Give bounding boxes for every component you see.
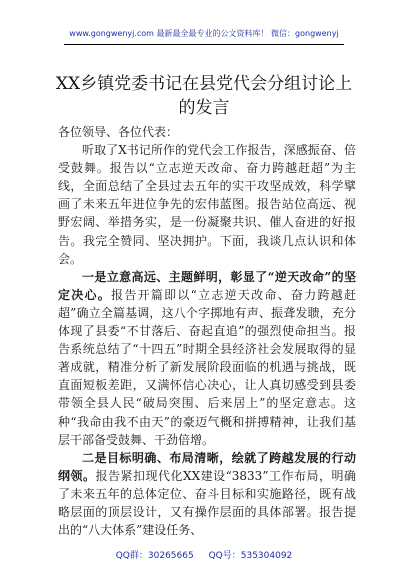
paragraph-3-heading: 二是目标明确、布局清晰，绘就了跨越发展的行动纲领。 bbox=[58, 450, 356, 483]
footer-qq: QQ号：535304092 bbox=[208, 551, 293, 561]
header-divider bbox=[64, 44, 344, 45]
paragraph-2-body: 报告开篇即以“立志逆天改命、奋力跨越赶超”确立全篇基调，这八个字掷地有声、振聋发聩，充分体现了县委“不甘落后、奋起直追”的强烈使命担当。报告系统总结了“十四五”时期全县经济社会发展取得的显著成就，精准分析了新发展阶段面临的机遇与挑战，既直面短板差距，又满怀信心决心，让人真切感受到县委带领全县人民“破局突围、后来居上”的坚定意志。这种“我命由我不由天”的豪迈气概和拼搏精神，让我们基层干部备受鼓舞、干劲倍增。 bbox=[58, 287, 356, 447]
salutation: 各位领导、各位代表： bbox=[58, 125, 179, 139]
paragraph-2-heading: 一是立意高远、主题鲜明，彰显了“逆天改命”的坚定决心。 bbox=[58, 269, 356, 302]
paragraph-1: 听取了X书记所作的党代会工作报告，深感振奋、倍受鼓舞。报告以“立志逆天改命、奋力跨越赶超”为主线，全面总结了全县过去五年的实干攻坚成效，科学擘画了未来五年进位争先的宏伟蓝图。报告站位高远、视野宏阔、举措务实，是一份凝聚共识、催人奋进的好报告。我完全赞同、坚决拥护。下面，我谈几点认识和体会。 bbox=[58, 143, 356, 266]
site-header: www.gongwenyj.com 最新最全最专业的公文资料库！ 微信：gongwenyj bbox=[69, 29, 339, 38]
paragraph-3-body: 报告紧扣现代化XX建设“3833”工作布局，明确了未来五年的总体定位、奋斗目标和实施路径，既有战略层面的顶层设计，又有操作层面的具体部署。报告提出的“八大体系”建设任务、 bbox=[58, 468, 356, 538]
footer-qq-group: QQ群：30265665 bbox=[115, 551, 194, 561]
page-footer bbox=[0, 548, 408, 561]
paragraph-3 bbox=[58, 449, 356, 539]
document-body bbox=[58, 123, 356, 539]
document-title: XX乡镇党委书记在县党代会分组讨论上的发言 bbox=[55, 74, 353, 118]
paragraph-2 bbox=[58, 268, 356, 449]
